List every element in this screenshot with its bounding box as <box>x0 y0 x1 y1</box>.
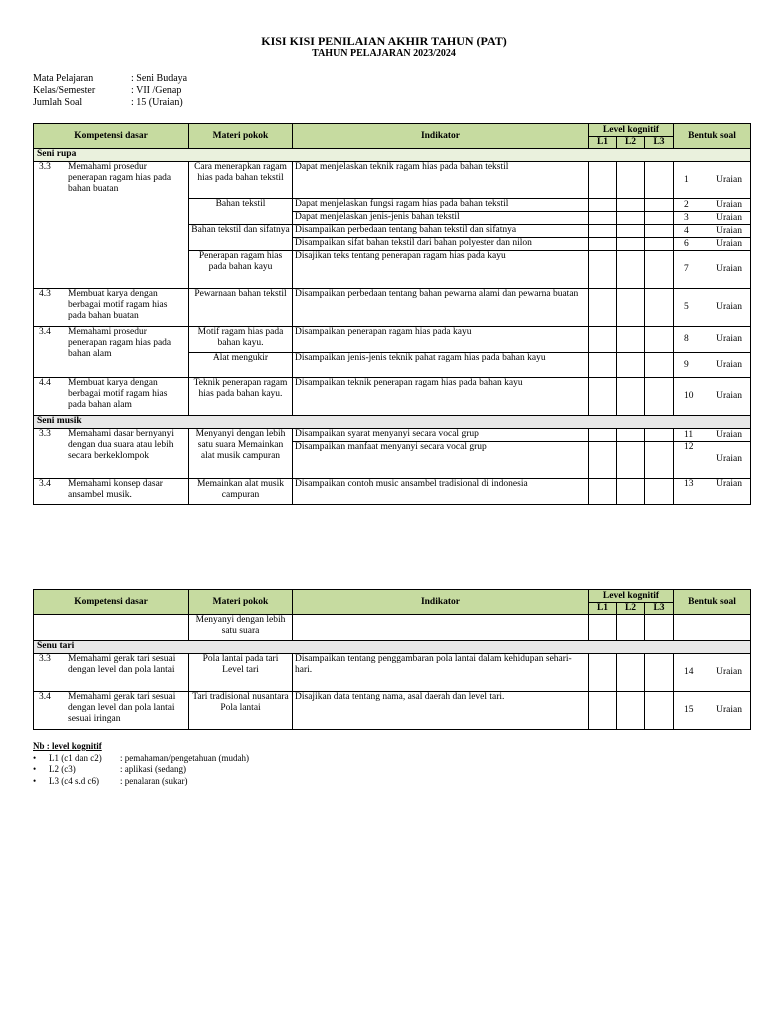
kd-text: Membuat karya dengan berbagai motif ragam hias pada bahan buatan <box>68 289 168 321</box>
question-type: Uraian <box>716 391 742 401</box>
header-bentuk-soal: Bentuk soal <box>674 124 751 149</box>
section-seni-rupa: Seni rupa <box>34 149 751 162</box>
materi-cell: Cara menerapkan ragam hias pada bahan tekstil <box>189 162 293 199</box>
indikator-cell: Disampaikan perbedaan tentang bahan pewarna alami dan pewarna buatan <box>293 289 589 327</box>
bentuk-cell <box>674 654 751 692</box>
note-item <box>33 776 249 788</box>
kd-cell <box>34 162 189 289</box>
indikator-cell: Disampaikan teknik penerapan ragam hias pada bahan kayu <box>293 378 589 416</box>
materi-cell: Memainkan alat musik campuran <box>189 479 293 505</box>
header-level-kognitif: Level kognitif <box>589 590 674 603</box>
kd-cell <box>34 479 189 505</box>
materi-cell: Teknik penerapan ragam hias pada bahan kayu. <box>189 378 293 416</box>
document-subtitle: TAHUN PELAJARAN 2023/2024 <box>312 48 456 59</box>
header-kompetensi-dasar: Kompetensi dasar <box>34 590 189 615</box>
note-desc: : penalaran (sukar) <box>120 775 188 786</box>
question-type: Uraian <box>716 705 742 715</box>
indikator-cell: Disampaikan manfaat menyanyi secara vocal grup <box>293 442 589 479</box>
note-desc: : aplikasi (sedang) <box>120 764 186 774</box>
kd-cell <box>34 429 189 479</box>
kd-text: Memahami gerak tari sesuai dengan level dan pola lantai sesuai iringan <box>68 692 176 724</box>
materi-cell: Menyanyi dengan lebih satu suara Memainkan alat musik campuran <box>189 429 293 479</box>
question-type: Uraian <box>716 334 742 344</box>
meta-key: Jumlah Soal <box>33 97 83 108</box>
question-type: Uraian <box>716 302 742 312</box>
note-level: L3 (c4 s.d c6) <box>49 775 99 786</box>
bullet-icon: • <box>33 775 37 786</box>
question-number: 13 <box>684 479 694 489</box>
meta-row <box>33 97 187 109</box>
header-l2: L2 <box>617 137 645 149</box>
bentuk-cell <box>674 442 751 479</box>
bentuk-cell <box>674 199 751 212</box>
question-type: Uraian <box>716 212 742 223</box>
bentuk-cell <box>674 162 751 199</box>
indikator-cell: Dapat menjelaskan fungsi ragam hias pada bahan tekstil <box>293 199 589 212</box>
materi-cell: Motif ragam hias pada bahan kayu. <box>189 327 293 353</box>
question-type: Uraian <box>716 225 742 236</box>
header-l3: L3 <box>645 137 674 149</box>
note-item <box>33 764 249 776</box>
header-materi-pokok: Materi pokok <box>189 590 293 615</box>
materi-cell: Bahan tekstil <box>189 199 293 225</box>
kd-text: Memahami konsep dasar ansambel musik. <box>68 479 163 500</box>
note-item <box>33 753 249 765</box>
indikator-cell: Disajikan teks tentang penerapan ragam hias pada kayu <box>293 251 589 289</box>
materi-cell: Pewarnaan bahan tekstil <box>189 289 293 327</box>
indikator-cell: Disajikan data tentang nama, asal daerah dan level tari. <box>293 692 589 730</box>
header-kompetensi-dasar: Kompetensi dasar <box>34 124 189 149</box>
kisi-table-2 <box>33 589 751 730</box>
bullet-icon: • <box>33 752 37 763</box>
question-number: 3 <box>684 212 689 223</box>
materi-cell: Pola lantai pada tari Level tari <box>189 654 293 692</box>
bentuk-cell <box>674 327 751 353</box>
question-number: 11 <box>684 429 694 440</box>
section-seni-tari: Senu tari <box>34 641 751 654</box>
kd-text: Memahami prosedur penerapan ragam hias pada bahan buatan <box>68 162 172 194</box>
note-level: L2 (c3) <box>49 764 76 774</box>
kd-cell <box>34 378 189 416</box>
indikator-cell: Disampaikan syarat menyanyi secara vocal grup <box>293 429 589 442</box>
question-number: 5 <box>684 302 689 312</box>
kd-number: 3.3 <box>39 162 51 172</box>
question-type: Uraian <box>716 479 742 489</box>
meta-row <box>33 73 187 85</box>
meta-key: Mata Pelajaran <box>33 73 94 84</box>
note-desc: : pemahaman/pengetahuan (mudah) <box>120 752 249 763</box>
header-materi-pokok: Materi pokok <box>189 124 293 149</box>
note-heading: Nb : level kognitif <box>33 741 102 751</box>
indikator-cell: Disampaikan perbedaan tentang bahan tekstil dan sifatnya <box>293 225 589 238</box>
header-level-kognitif: Level kognitif <box>589 124 674 137</box>
question-type: Uraian <box>716 359 742 370</box>
materi-cell: Menyanyi dengan lebih satu suara <box>189 615 293 641</box>
meta-value: : VII /Genap <box>131 85 182 96</box>
bentuk-cell <box>674 212 751 225</box>
bentuk-cell <box>674 429 751 442</box>
question-type: Uraian <box>716 667 742 677</box>
question-type: Uraian <box>716 454 742 464</box>
kisi-table-1 <box>33 123 751 505</box>
question-type: Uraian <box>716 238 742 249</box>
materi-cell: Penerapan ragam hias pada bahan kayu <box>189 251 293 289</box>
bentuk-cell <box>674 251 751 289</box>
kd-number: 3.3 <box>39 654 51 664</box>
kd-text: Memahami prosedur penerapan ragam hias pada bahan alam <box>68 327 172 359</box>
section-seni-musik: Seni musik <box>34 416 751 429</box>
document-title: KISI KISI PENILAIAN AKHIR TAHUN (PAT) <box>261 34 507 48</box>
question-number: 6 <box>684 238 689 249</box>
question-number: 4 <box>684 225 689 236</box>
bentuk-cell <box>674 353 751 378</box>
bentuk-cell <box>674 692 751 730</box>
kd-cell <box>34 692 189 730</box>
question-number: 14 <box>684 667 694 677</box>
indikator-cell: Dapat menjelaskan teknik ragam hias pada bahan tekstil <box>293 162 589 199</box>
kd-text: Membuat karya dengan berbagai motif ragam hias pada bahan alam <box>68 378 168 410</box>
note-level: L1 (c1 dan c2) <box>49 752 102 763</box>
level-note <box>33 741 249 787</box>
question-number: 8 <box>684 334 689 344</box>
indikator-cell: Disampaikan penerapan ragam hias pada kayu <box>293 327 589 353</box>
meta-value: : 15 (Uraian) <box>131 97 183 108</box>
kd-number: 3.4 <box>39 327 51 337</box>
question-number: 10 <box>684 391 694 401</box>
header-l2: L2 <box>617 603 645 615</box>
kd-cell <box>34 289 189 327</box>
indikator-cell: Disampaikan sifat bahan tekstil dari bahan polyester dan nilon <box>293 238 589 251</box>
question-number: 7 <box>684 264 689 274</box>
indikator-cell: Dapat menjelaskan jenis-jenis bahan tekstil <box>293 212 589 225</box>
bentuk-cell <box>674 225 751 238</box>
kd-number: 4.4 <box>39 378 51 388</box>
indikator-cell: Disampaikan jenis-jenis teknik pahat ragam hias pada bahan kayu <box>293 353 589 378</box>
kd-number: 3.4 <box>39 692 51 702</box>
kd-number: 3.3 <box>39 429 51 439</box>
bentuk-cell <box>674 289 751 327</box>
materi-cell: Alat mengukir <box>189 353 293 378</box>
materi-cell: Tari tradisional nusantara Pola lantai <box>189 692 293 730</box>
question-number: 2 <box>684 199 689 210</box>
kd-cell <box>34 327 189 378</box>
question-type: Uraian <box>716 429 742 440</box>
question-number: 9 <box>684 359 689 370</box>
question-type: Uraian <box>716 199 742 210</box>
meta-row <box>33 85 187 97</box>
question-number: 15 <box>684 705 694 715</box>
bullet-icon: • <box>33 764 37 774</box>
header-bentuk-soal: Bentuk soal <box>674 590 751 615</box>
indikator-cell: Disampaikan tentang penggambaran pola lantai dalam kehidupan sehari-hari. <box>293 654 589 692</box>
indikator-cell: Disampaikan contoh music ansambel tradisional di indonesia <box>293 479 589 505</box>
kd-number: 4.3 <box>39 289 51 299</box>
question-number: 1 <box>684 174 689 185</box>
header-indikator: Indikator <box>293 124 589 149</box>
kd-number: 3.4 <box>39 479 51 489</box>
kd-text: Memahami gerak tari sesuai dengan level dan pola lantai <box>68 654 176 675</box>
header-l1: L1 <box>589 603 617 615</box>
bentuk-cell <box>674 238 751 251</box>
kd-cell <box>34 654 189 692</box>
meta-info <box>33 73 187 109</box>
question-type: Uraian <box>716 174 742 185</box>
header-l3: L3 <box>645 603 674 615</box>
header-indikator: Indikator <box>293 590 589 615</box>
bentuk-cell <box>674 378 751 416</box>
question-type: Uraian <box>716 264 742 274</box>
bentuk-cell <box>674 479 751 505</box>
question-number: 12 <box>684 442 694 452</box>
header-l1: L1 <box>589 137 617 149</box>
meta-key: Kelas/Semester <box>33 85 96 96</box>
meta-value: : Seni Budaya <box>131 73 188 84</box>
materi-cell: Bahan tekstil dan sifatnya <box>189 225 293 251</box>
kd-text: Memahami dasar bernyanyi dengan dua suara atau lebih secara berkeklompok <box>68 429 175 461</box>
